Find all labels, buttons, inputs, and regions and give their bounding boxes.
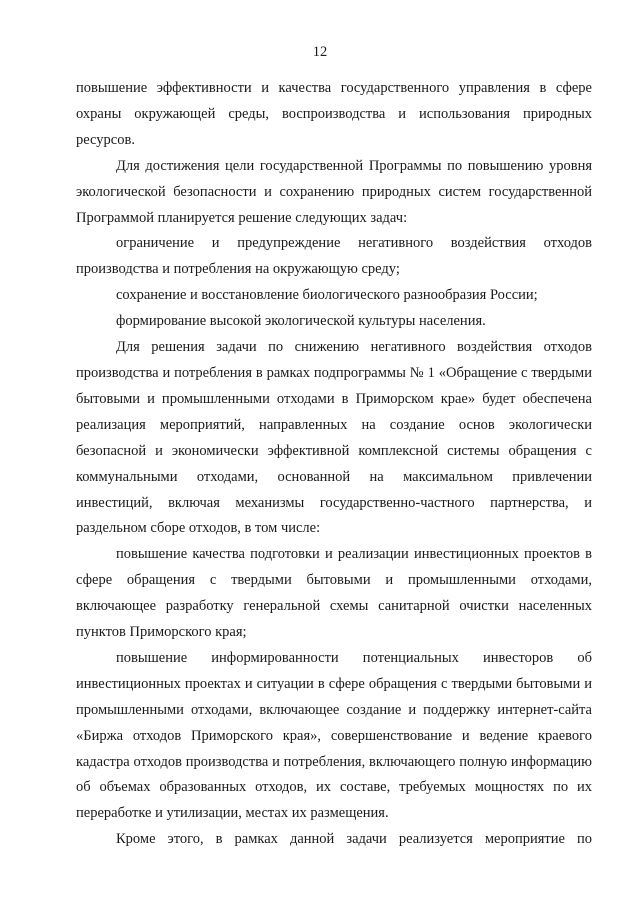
paragraph-goal: Для достижения цели государственной Программы по повышению уровня экологической безопасности и сохранению природных систем государственной Программой планируется решение следующих задач: xyxy=(76,157,592,226)
paragraph-measure-2: повышение информированности потенциальных инвесторов об инвестиционных проектах и ситуации в сфере обращения с твердыми бытовыми и промышленными отходами, включающее создание и поддержку интернет-сайта «Биржа отходов Приморского края», совершенствование и ведение краевого кадастра отходов производства и потребления, включающего полную информацию об объемах образованных отходов, их составе, требуемых мощностях по их переработке и утилизации, местах их размещения. xyxy=(76,649,592,822)
paragraph-measure-1: повышение качества подготовки и реализации инвестиционных проектов в сфере обращения с твердыми бытовыми и промышленными отходами, включающее разработку генеральной схемы санитарной очистки населенных пунктов Приморского края; xyxy=(76,546,592,641)
paragraph-closing: Кроме этого, в рамках данной задачи реализуется мероприятие по xyxy=(116,831,592,848)
page-number: 12 xyxy=(312,44,328,60)
body-text xyxy=(76,76,592,853)
paragraph-subprogram: Для решения задачи по снижению негативного воздействия отходов производства и потребления в рамках подпрограммы № 1 «Обращение с твердыми бытовыми и промышленными отходами в Приморском крае» будет обеспечена реализация мероприятий, направленных на создание основ экологически безопасной и экономически эффективной комплексной системы обращения с коммунальными отходами, основанной на максимальном привлечении инвестиций, включая механизмы государственно-частного партнерства, и раздельном сборе отходов, в том числе: xyxy=(76,339,592,537)
paragraph-task-1: ограничение и предупреждение негативного воздействия отходов производства и потребления на окружающую среду; xyxy=(76,235,592,278)
paragraph-continuation: повышение эффективности и качества государственного управления в сфере охраны окружающей среды, воспроизводства и использования природных ресурсов. xyxy=(76,80,592,148)
paragraph-task-3: формирование высокой экологической культуры населения. xyxy=(116,313,486,330)
paragraph-task-2: сохранение и восстановление биологического разнообразия России; xyxy=(116,287,538,304)
